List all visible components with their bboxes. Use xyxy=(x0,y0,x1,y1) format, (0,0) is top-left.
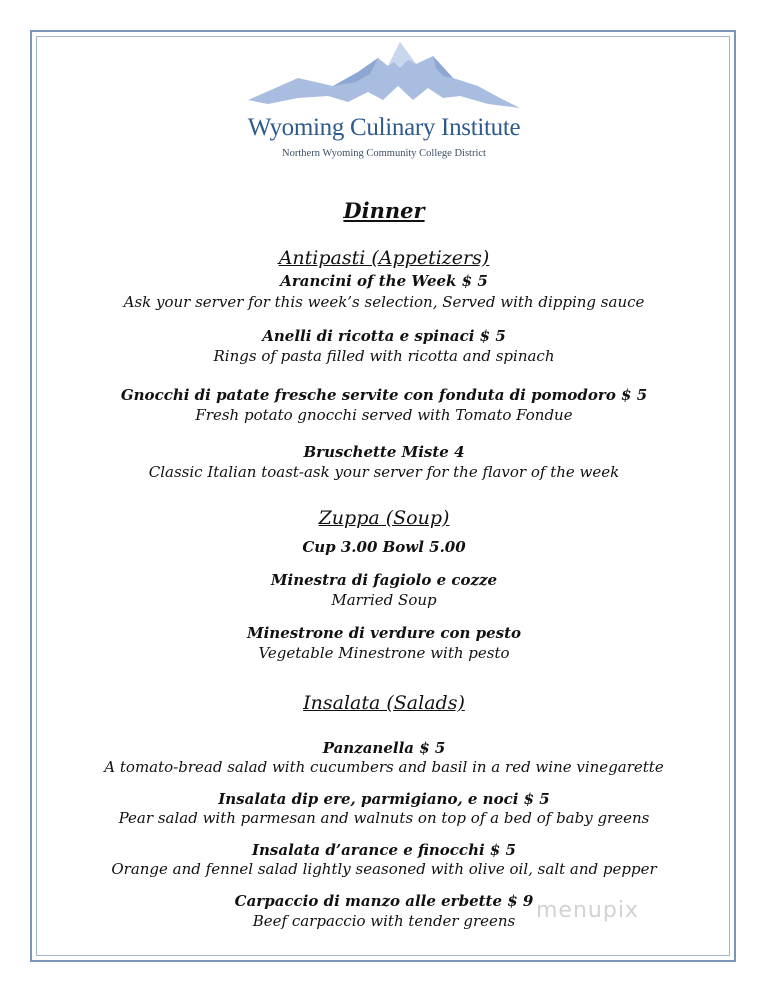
menu-item-desc: Married Soup xyxy=(331,591,437,609)
logo-subtitle: Northern Wyoming Community College District xyxy=(282,148,486,159)
menu-item-desc: Pear salad with parmesan and walnuts on top of a bed of baby greens xyxy=(118,809,650,827)
menu-item-desc: Beef carpaccio with tender greens xyxy=(252,912,516,930)
menu-title: Dinner xyxy=(343,198,425,223)
menu-item-name: Insalata d’arance e finocchi $ 5 xyxy=(251,841,516,859)
menu-item-name: Bruschette Miste 4 xyxy=(303,443,465,461)
section-heading-antipasti: Antipasti (Appetizers) xyxy=(278,247,490,269)
menu-item-name: Gnocchi di patate fresche servite con fonduta di pomodoro $ 5 xyxy=(120,386,648,404)
menu-item-desc: Orange and fennel salad lightly seasoned with olive oil, salt and pepper xyxy=(111,860,657,878)
section-heading-insalata: Insalata (Salads) xyxy=(303,692,465,714)
menu-item-desc: Ask your server for this week’s selection, Served with dipping sauce xyxy=(123,293,645,311)
menu-item-name: Panzanella $ 5 xyxy=(322,739,446,757)
menu-item-desc: Fresh potato gnocchi served with Tomato Fondue xyxy=(195,406,573,424)
section-heading-zuppa: Zuppa (Soup) xyxy=(318,507,450,529)
mountain-logo-icon xyxy=(238,38,530,118)
menu-item-desc: Rings of pasta filled with ricotta and spinach xyxy=(213,347,555,365)
menu-item-desc: A tomato-bread salad with cucumbers and basil in a red wine vinegarette xyxy=(104,758,664,776)
menu-item-name: Minestrone di verdure con pesto xyxy=(246,624,521,642)
menu-item-name: Anelli di ricotta e spinaci $ 5 xyxy=(262,327,506,345)
menu-item-name: Minestra di fagiolo e cozze xyxy=(270,571,498,589)
logo-title: Wyoming Culinary Institute xyxy=(247,114,521,141)
menu-item-desc: Vegetable Minestrone with pesto xyxy=(258,644,510,662)
menu-item-desc: Classic Italian toast-ask your server for the flavor of the week xyxy=(148,463,620,481)
menu-item-name: Arancini of the Week $ 5 xyxy=(280,272,488,290)
menu-item-name: Insalata dip ere, parmigiano, e noci $ 5 xyxy=(218,790,550,808)
menupix-watermark: menupix xyxy=(536,898,639,923)
soup-price-note: Cup 3.00 Bowl 5.00 xyxy=(302,538,466,556)
menu-item-name: Carpaccio di manzo alle erbette $ 9 xyxy=(234,892,534,910)
wyoming-culinary-logo xyxy=(238,38,530,164)
